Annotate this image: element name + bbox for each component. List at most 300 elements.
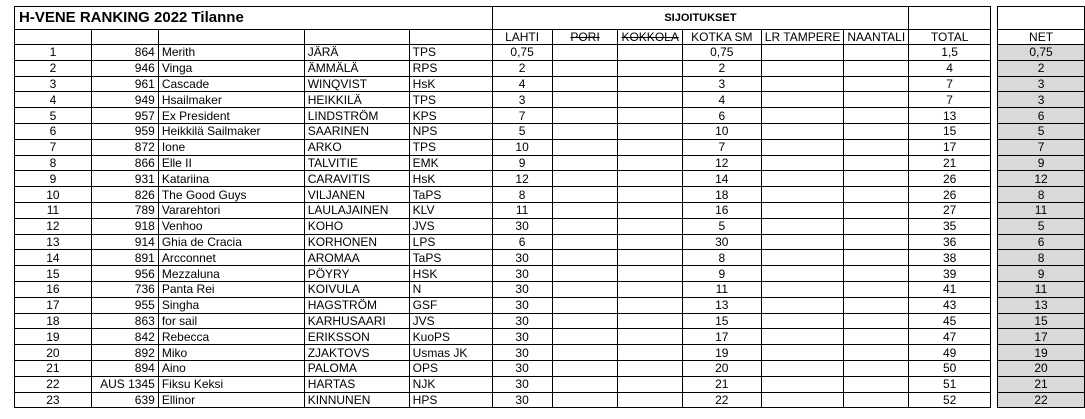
- net-cell: 0,75: [998, 45, 1085, 61]
- rank-cell: 13: [15, 234, 92, 250]
- total-cell: 7: [909, 76, 991, 92]
- net-cell: 5: [998, 218, 1085, 234]
- header-kotka: KOTKA SM: [682, 30, 761, 45]
- lr-tampere-score-cell: [761, 45, 844, 61]
- table-row: [15, 360, 1085, 376]
- club-cell: KPS: [409, 108, 492, 124]
- header-blank-club: [409, 30, 492, 45]
- table-row: [15, 297, 1085, 313]
- kotka-score-cell: 20: [682, 360, 761, 376]
- naantali-score-cell: [844, 250, 909, 266]
- kokkola-score-cell: [618, 234, 682, 250]
- rank-cell: 10: [15, 187, 92, 203]
- table-row: [15, 376, 1085, 392]
- boat-name-cell: Katariina: [158, 171, 304, 187]
- lahti-score-cell: 30: [492, 313, 552, 329]
- lr-tampere-score-cell: [761, 313, 844, 329]
- sail-number-cell: 789: [91, 202, 158, 218]
- boat-name-cell: Vararehtori: [158, 202, 304, 218]
- kokkola-score-cell: [618, 139, 682, 155]
- skipper-cell: KOIVULA: [304, 281, 409, 297]
- pori-score-cell: [552, 345, 618, 361]
- rank-cell: 15: [15, 266, 92, 282]
- rank-cell: 18: [15, 313, 92, 329]
- lahti-score-cell: 11: [492, 202, 552, 218]
- net-cell: 8: [998, 187, 1085, 203]
- rank-cell: 5: [15, 108, 92, 124]
- table-row: [15, 313, 1085, 329]
- pori-score-cell: [552, 76, 618, 92]
- lr-tampere-score-cell: [761, 329, 844, 345]
- total-cell: 36: [909, 234, 991, 250]
- column-gap: [991, 313, 998, 329]
- lahti-score-cell: 0,75: [492, 45, 552, 61]
- lr-tampere-score-cell: [761, 139, 844, 155]
- kotka-score-cell: 19: [682, 345, 761, 361]
- table-row: [15, 171, 1085, 187]
- sail-number-cell: 826: [91, 187, 158, 203]
- naantali-score-cell: [844, 234, 909, 250]
- naantali-score-cell: [844, 155, 909, 171]
- total-cell: 49: [909, 345, 991, 361]
- kokkola-score-cell: [618, 313, 682, 329]
- kotka-score-cell: 5: [682, 218, 761, 234]
- rank-cell: 14: [15, 250, 92, 266]
- pori-score-cell: [552, 202, 618, 218]
- column-gap: [991, 155, 998, 171]
- boat-name-cell: Fiksu Keksi: [158, 376, 304, 392]
- column-gap: [991, 139, 998, 155]
- lahti-score-cell: 10: [492, 139, 552, 155]
- table-row: [15, 187, 1085, 203]
- skipper-cell: VILJANEN: [304, 187, 409, 203]
- lr-tampere-score-cell: [761, 360, 844, 376]
- skipper-cell: LAULAJAINEN: [304, 202, 409, 218]
- kotka-score-cell: 30: [682, 234, 761, 250]
- naantali-score-cell: [844, 376, 909, 392]
- skipper-cell: KINNUNEN: [304, 392, 409, 408]
- club-cell: GSF: [409, 297, 492, 313]
- sail-number-cell: 949: [91, 92, 158, 108]
- rank-cell: 9: [15, 171, 92, 187]
- kotka-score-cell: 8: [682, 250, 761, 266]
- naantali-score-cell: [844, 45, 909, 61]
- kokkola-score-cell: [618, 171, 682, 187]
- column-gap: [991, 171, 998, 187]
- kotka-score-cell: 0,75: [682, 45, 761, 61]
- net-head-blank: [998, 7, 1085, 30]
- lahti-score-cell: 12: [492, 171, 552, 187]
- table-row: [15, 392, 1085, 408]
- pori-score-cell: [552, 123, 618, 139]
- total-cell: 1,5: [909, 45, 991, 61]
- header-blank-sail: [91, 30, 158, 45]
- rank-cell: 11: [15, 202, 92, 218]
- club-cell: HsK: [409, 76, 492, 92]
- lahti-score-cell: 6: [492, 234, 552, 250]
- boat-name-cell: Heikkilä Sailmaker: [158, 123, 304, 139]
- boat-name-cell: Arcconnet: [158, 250, 304, 266]
- sail-number-cell: 736: [91, 281, 158, 297]
- column-gap: [991, 281, 998, 297]
- kokkola-score-cell: [618, 250, 682, 266]
- skipper-cell: KORHONEN: [304, 234, 409, 250]
- naantali-score-cell: [844, 60, 909, 76]
- column-gap: [991, 376, 998, 392]
- lr-tampere-score-cell: [761, 123, 844, 139]
- boat-name-cell: Panta Rei: [158, 281, 304, 297]
- lahti-score-cell: 30: [492, 360, 552, 376]
- total-cell: 43: [909, 297, 991, 313]
- boat-name-cell: Ex President: [158, 108, 304, 124]
- total-cell: 35: [909, 218, 991, 234]
- lahti-score-cell: 30: [492, 345, 552, 361]
- kokkola-score-cell: [618, 329, 682, 345]
- kotka-score-cell: 6: [682, 108, 761, 124]
- column-gap: [991, 202, 998, 218]
- net-cell: 3: [998, 92, 1085, 108]
- column-gap: [991, 123, 998, 139]
- pori-score-cell: [552, 266, 618, 282]
- skipper-cell: PALOMA: [304, 360, 409, 376]
- total-cell: 47: [909, 329, 991, 345]
- lr-tampere-score-cell: [761, 76, 844, 92]
- lr-tampere-score-cell: [761, 202, 844, 218]
- naantali-score-cell: [844, 218, 909, 234]
- club-cell: TPS: [409, 139, 492, 155]
- table-row: [15, 108, 1085, 124]
- sail-number-cell: 918: [91, 218, 158, 234]
- sail-number-cell: 946: [91, 60, 158, 76]
- sail-number-cell: 959: [91, 123, 158, 139]
- rank-cell: 8: [15, 155, 92, 171]
- table-row: [15, 202, 1085, 218]
- lr-tampere-score-cell: [761, 392, 844, 408]
- total-cell: 45: [909, 313, 991, 329]
- lr-tampere-score-cell: [761, 376, 844, 392]
- boat-name-cell: Elle II: [158, 155, 304, 171]
- net-cell: 21: [998, 376, 1085, 392]
- header-total: TOTAL: [909, 30, 991, 45]
- total-cell: 26: [909, 171, 991, 187]
- skipper-cell: HARTAS: [304, 376, 409, 392]
- column-gap: [991, 76, 998, 92]
- sail-number-cell: 864: [91, 45, 158, 61]
- net-cell: 5: [998, 123, 1085, 139]
- net-cell: 8: [998, 250, 1085, 266]
- net-cell: 7: [998, 139, 1085, 155]
- net-cell: 6: [998, 234, 1085, 250]
- header-blank-skipper: [304, 30, 409, 45]
- skipper-cell: KARHUSAARI: [304, 313, 409, 329]
- sail-number-cell: 894: [91, 360, 158, 376]
- total-cell: 39: [909, 266, 991, 282]
- column-gap: [991, 218, 998, 234]
- header-lahti: LAHTI: [492, 30, 552, 45]
- sail-number-cell: 957: [91, 108, 158, 124]
- lahti-score-cell: 30: [492, 392, 552, 408]
- boat-name-cell: for sail: [158, 313, 304, 329]
- lahti-score-cell: 9: [492, 155, 552, 171]
- boat-name-cell: The Good Guys: [158, 187, 304, 203]
- total-cell: 4: [909, 60, 991, 76]
- kokkola-score-cell: [618, 218, 682, 234]
- sail-number-cell: 866: [91, 155, 158, 171]
- club-cell: NJK: [409, 376, 492, 392]
- lahti-score-cell: 2: [492, 60, 552, 76]
- pori-score-cell: [552, 60, 618, 76]
- kokkola-score-cell: [618, 392, 682, 408]
- lahti-score-cell: 30: [492, 250, 552, 266]
- lahti-score-cell: 3: [492, 92, 552, 108]
- table-row: [15, 123, 1085, 139]
- boat-name-cell: Mezzaluna: [158, 266, 304, 282]
- table-row: [15, 250, 1085, 266]
- lahti-score-cell: 30: [492, 281, 552, 297]
- lahti-score-cell: 30: [492, 329, 552, 345]
- lr-tampere-score-cell: [761, 187, 844, 203]
- header-net: NET: [998, 30, 1085, 45]
- naantali-score-cell: [844, 313, 909, 329]
- table-row: [15, 329, 1085, 345]
- sail-number-cell: 961: [91, 76, 158, 92]
- pori-score-cell: [552, 108, 618, 124]
- kotka-score-cell: 7: [682, 139, 761, 155]
- rank-cell: 23: [15, 392, 92, 408]
- lahti-score-cell: 4: [492, 76, 552, 92]
- total-cell: 26: [909, 187, 991, 203]
- skipper-cell: ARKO: [304, 139, 409, 155]
- kotka-score-cell: 4: [682, 92, 761, 108]
- club-cell: JVS: [409, 218, 492, 234]
- pori-score-cell: [552, 250, 618, 266]
- pori-score-cell: [552, 360, 618, 376]
- lahti-score-cell: 30: [492, 266, 552, 282]
- club-cell: TPS: [409, 45, 492, 61]
- lr-tampere-score-cell: [761, 218, 844, 234]
- column-gap: [991, 234, 998, 250]
- lr-tampere-score-cell: [761, 266, 844, 282]
- rank-cell: 7: [15, 139, 92, 155]
- kokkola-score-cell: [618, 281, 682, 297]
- column-gap: [991, 345, 998, 361]
- skipper-cell: ERIKSSON: [304, 329, 409, 345]
- pori-score-cell: [552, 234, 618, 250]
- kotka-score-cell: 9: [682, 266, 761, 282]
- kotka-score-cell: 18: [682, 187, 761, 203]
- column-gap: [991, 187, 998, 203]
- boat-name-cell: Aino: [158, 360, 304, 376]
- club-cell: TaPS: [409, 250, 492, 266]
- sail-number-cell: 955: [91, 297, 158, 313]
- skipper-cell: LINDSTRÖM: [304, 108, 409, 124]
- boat-name-cell: Rebecca: [158, 329, 304, 345]
- pori-score-cell: [552, 329, 618, 345]
- lr-tampere-score-cell: [761, 234, 844, 250]
- net-cell: 11: [998, 202, 1085, 218]
- net-cell: 3: [998, 76, 1085, 92]
- rank-cell: 21: [15, 360, 92, 376]
- total-cell: 38: [909, 250, 991, 266]
- skipper-cell: SAARINEN: [304, 123, 409, 139]
- naantali-score-cell: [844, 92, 909, 108]
- sail-number-cell: 842: [91, 329, 158, 345]
- kokkola-score-cell: [618, 202, 682, 218]
- naantali-score-cell: [844, 76, 909, 92]
- pori-score-cell: [552, 139, 618, 155]
- kokkola-score-cell: [618, 60, 682, 76]
- sail-number-cell: 639: [91, 392, 158, 408]
- club-cell: EMK: [409, 155, 492, 171]
- skipper-cell: PÖYRY: [304, 266, 409, 282]
- lahti-score-cell: 8: [492, 187, 552, 203]
- rank-cell: 16: [15, 281, 92, 297]
- pori-score-cell: [552, 313, 618, 329]
- lahti-score-cell: 7: [492, 108, 552, 124]
- club-cell: OPS: [409, 360, 492, 376]
- header-blank-boat: [158, 30, 304, 45]
- skipper-cell: JÄRÄ: [304, 45, 409, 61]
- column-header-row: [15, 30, 1085, 45]
- boat-name-cell: Merith: [158, 45, 304, 61]
- pori-score-cell: [552, 155, 618, 171]
- net-cell: 9: [998, 266, 1085, 282]
- column-gap: [991, 45, 998, 61]
- header-kokkola: KOKKOLA: [618, 30, 682, 45]
- lr-tampere-score-cell: [761, 108, 844, 124]
- lr-tampere-score-cell: [761, 297, 844, 313]
- column-gap: [991, 60, 998, 76]
- total-cell: 15: [909, 123, 991, 139]
- skipper-cell: KOHO: [304, 218, 409, 234]
- total-cell: 27: [909, 202, 991, 218]
- boat-name-cell: Ione: [158, 139, 304, 155]
- pori-score-cell: [552, 218, 618, 234]
- boat-name-cell: Singha: [158, 297, 304, 313]
- naantali-score-cell: [844, 360, 909, 376]
- total-head-blank: [909, 7, 991, 30]
- kotka-score-cell: 13: [682, 297, 761, 313]
- lr-tampere-score-cell: [761, 171, 844, 187]
- kotka-score-cell: 14: [682, 171, 761, 187]
- pori-score-cell: [552, 45, 618, 61]
- table-row: [15, 60, 1085, 76]
- lahti-score-cell: 5: [492, 123, 552, 139]
- table-row: [15, 281, 1085, 297]
- lr-tampere-score-cell: [761, 60, 844, 76]
- kokkola-score-cell: [618, 187, 682, 203]
- table-row: [15, 266, 1085, 282]
- sail-number-cell: 863: [91, 313, 158, 329]
- naantali-score-cell: [844, 266, 909, 282]
- sijoitukset-header: SIJOITUKSET: [492, 7, 909, 30]
- naantali-score-cell: [844, 281, 909, 297]
- lr-tampere-score-cell: [761, 155, 844, 171]
- skipper-cell: AROMAA: [304, 250, 409, 266]
- net-cell: 19: [998, 345, 1085, 361]
- pori-score-cell: [552, 171, 618, 187]
- club-cell: Usmas JK: [409, 345, 492, 361]
- skipper-cell: HAGSTRÖM: [304, 297, 409, 313]
- kotka-score-cell: 12: [682, 155, 761, 171]
- column-gap: [991, 7, 998, 30]
- column-gap: [991, 30, 998, 45]
- club-cell: HPS: [409, 392, 492, 408]
- club-cell: KLV: [409, 202, 492, 218]
- kotka-score-cell: 15: [682, 313, 761, 329]
- pori-score-cell: [552, 297, 618, 313]
- naantali-score-cell: [844, 329, 909, 345]
- pori-score-cell: [552, 92, 618, 108]
- lahti-score-cell: 30: [492, 218, 552, 234]
- pori-score-cell: [552, 187, 618, 203]
- column-gap: [991, 108, 998, 124]
- column-gap: [991, 92, 998, 108]
- sheet-title: H-VENE RANKING 2022 Tilanne: [15, 7, 493, 30]
- club-cell: TPS: [409, 92, 492, 108]
- column-gap: [991, 250, 998, 266]
- skipper-cell: HEIKKILÄ: [304, 92, 409, 108]
- column-gap: [991, 266, 998, 282]
- header-lr-tampere: LR TAMPERE: [761, 30, 844, 45]
- club-cell: NPS: [409, 123, 492, 139]
- table-row: [15, 345, 1085, 361]
- net-cell: 13: [998, 297, 1085, 313]
- column-gap: [991, 329, 998, 345]
- kokkola-score-cell: [618, 92, 682, 108]
- rank-cell: 20: [15, 345, 92, 361]
- kokkola-score-cell: [618, 297, 682, 313]
- net-cell: 9: [998, 155, 1085, 171]
- sail-number-cell: 872: [91, 139, 158, 155]
- net-cell: 6: [998, 108, 1085, 124]
- total-cell: 21: [909, 155, 991, 171]
- skipper-cell: CARAVITIS: [304, 171, 409, 187]
- net-cell: 20: [998, 360, 1085, 376]
- club-cell: RPS: [409, 60, 492, 76]
- column-gap: [991, 360, 998, 376]
- lahti-score-cell: 30: [492, 376, 552, 392]
- header-pori: PORI: [552, 30, 618, 45]
- kokkola-score-cell: [618, 345, 682, 361]
- naantali-score-cell: [844, 123, 909, 139]
- naantali-score-cell: [844, 187, 909, 203]
- ranking-table: [14, 6, 1085, 408]
- sail-number-cell: 931: [91, 171, 158, 187]
- kotka-score-cell: 16: [682, 202, 761, 218]
- kokkola-score-cell: [618, 360, 682, 376]
- pori-score-cell: [552, 376, 618, 392]
- boat-name-cell: Vinga: [158, 60, 304, 76]
- skipper-cell: ZJAKTOVS: [304, 345, 409, 361]
- total-cell: 17: [909, 139, 991, 155]
- sail-number-cell: 891: [91, 250, 158, 266]
- naantali-score-cell: [844, 139, 909, 155]
- skipper-cell: WINQVIST: [304, 76, 409, 92]
- kotka-score-cell: 21: [682, 376, 761, 392]
- total-cell: 41: [909, 281, 991, 297]
- pori-score-cell: [552, 392, 618, 408]
- lr-tampere-score-cell: [761, 281, 844, 297]
- title-row: [15, 7, 1085, 30]
- net-cell: 2: [998, 60, 1085, 76]
- naantali-score-cell: [844, 345, 909, 361]
- rank-cell: 22: [15, 376, 92, 392]
- boat-name-cell: Ellinor: [158, 392, 304, 408]
- kokkola-score-cell: [618, 76, 682, 92]
- lr-tampere-score-cell: [761, 250, 844, 266]
- kokkola-score-cell: [618, 266, 682, 282]
